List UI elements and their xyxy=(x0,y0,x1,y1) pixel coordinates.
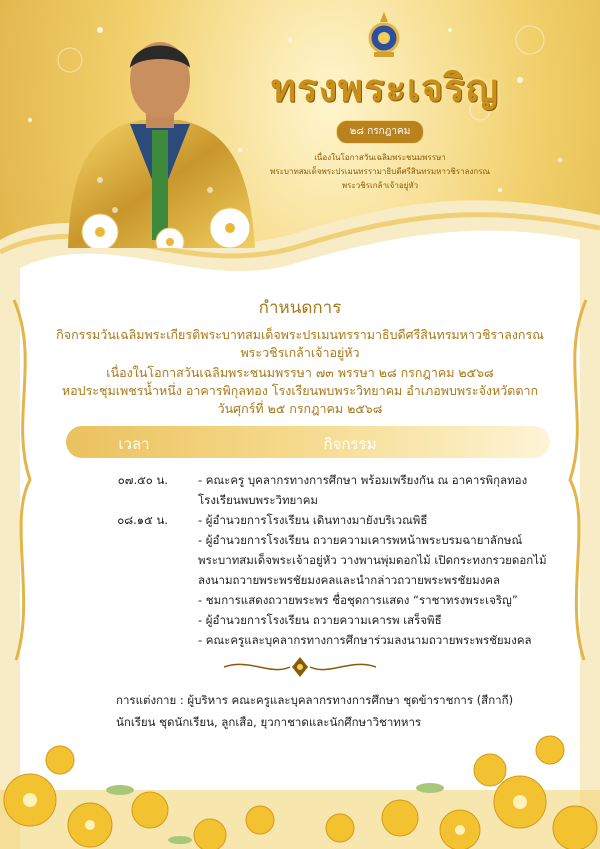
heading-line: กิจกรรมวันเฉลิมพระเกียรติพระบาทสมเด็จพระปรเมนทรรามาธิบดีศรีสินทรมหาวชิราลงกรณ xyxy=(56,327,544,342)
subtitle-line: เนื่องในโอกาสวันเฉลิมพระชนมพรรษา xyxy=(314,153,446,162)
row-activity: - ชมการแสดงถวายพระพร ชื่อชุดการแสดง “ราชาทรงพระเจริญ” xyxy=(198,593,518,607)
ornament-divider-icon xyxy=(220,654,380,680)
column-header-activity: กิจกรรม xyxy=(323,435,377,453)
row-activity: - ผู้อำนวยการโรงเรียน เดินทางมายังบริเวณพิธี xyxy=(198,513,428,527)
row-activity: - คณะครู บุคลากรทางการศึกษา พร้อมเพรียงกัน ณ อาคารพิกุลทอง xyxy=(198,473,528,487)
subtitle-line: พระบาทสมเด็จพระปรเมนทรรามาธิบดีศรีสินทรมหาวชิราลงกรณ xyxy=(270,167,490,176)
heading-line: พระวชิรเกล้าเจ้าอยู่หัว xyxy=(240,345,360,360)
row-activity: - คณะครูและบุคลากรทางการศึกษาร่วมลงนามถวายพระพรชัยมงคล xyxy=(198,633,532,647)
column-header-time: เวลา xyxy=(118,435,150,453)
dress-code-line: นักเรียน ชุดนักเรียน, ลูกเสือ, ยุวกาชาดและนักศึกษาวิชาทหาร xyxy=(116,715,422,729)
row-activity: - ผู้อำนวยการโรงเรียน ถวายความเคารพ เสร็จพิธี xyxy=(198,613,442,627)
royal-portrait xyxy=(60,20,260,248)
headline: ทรงพระเจริญ xyxy=(271,65,499,110)
row-time: ๐๘.๑๕ น. xyxy=(117,513,168,527)
subtitle-line: พระวชิรเกล้าเจ้าอยู่หัว xyxy=(341,181,419,190)
royal-emblem-icon xyxy=(364,10,404,60)
row-activity: - ผู้อำนวยการโรงเรียน ถวายความเคารพหน้าพระบรมฉายาลักษณ์ xyxy=(198,533,523,547)
flower-border xyxy=(0,690,600,849)
row-activity: โรงเรียนพบพระวิทยาคม xyxy=(198,493,318,507)
row-activity: พระบาทสมเด็จพระเจ้าอยู่หัว วางพานพุ่มดอกไม้ เปิดกระทงกรวยดอกไม้ xyxy=(198,553,547,567)
heading-line: เนื่องในโอกาสวันเฉลิมพระชนมพรรษา ๗๓ พรรษา ๒๘ กรกฎาคม ๒๕๖๘ xyxy=(106,365,494,380)
schedule-title: กำหนดการ xyxy=(258,298,342,318)
row-activity: ลงนามถวายพระพรชัยมงคลและนำกล่าวถวายพระพรชัยมงคล xyxy=(198,573,501,587)
heading-line: วันศุกร์ที่ ๒๕ กรกฎาคม ๒๕๖๘ xyxy=(217,401,383,416)
date-badge: ๒๘ กรกฎาคม xyxy=(336,120,424,144)
row-time: ๐๗.๕๐ น. xyxy=(117,473,168,487)
dress-code-line: การแต่งกาย : ผู้บริหาร คณะครูและบุคลากรทางการศึกษา ชุดข้าราชการ (สีกากี) xyxy=(116,693,514,707)
heading-line: หอประชุมเพชรน้ำหนึ่ง อาคารพิกุลทอง โรงเรียนพบพระวิทยาคม อำเภอพบพระจังหวัดตาก xyxy=(61,383,539,398)
